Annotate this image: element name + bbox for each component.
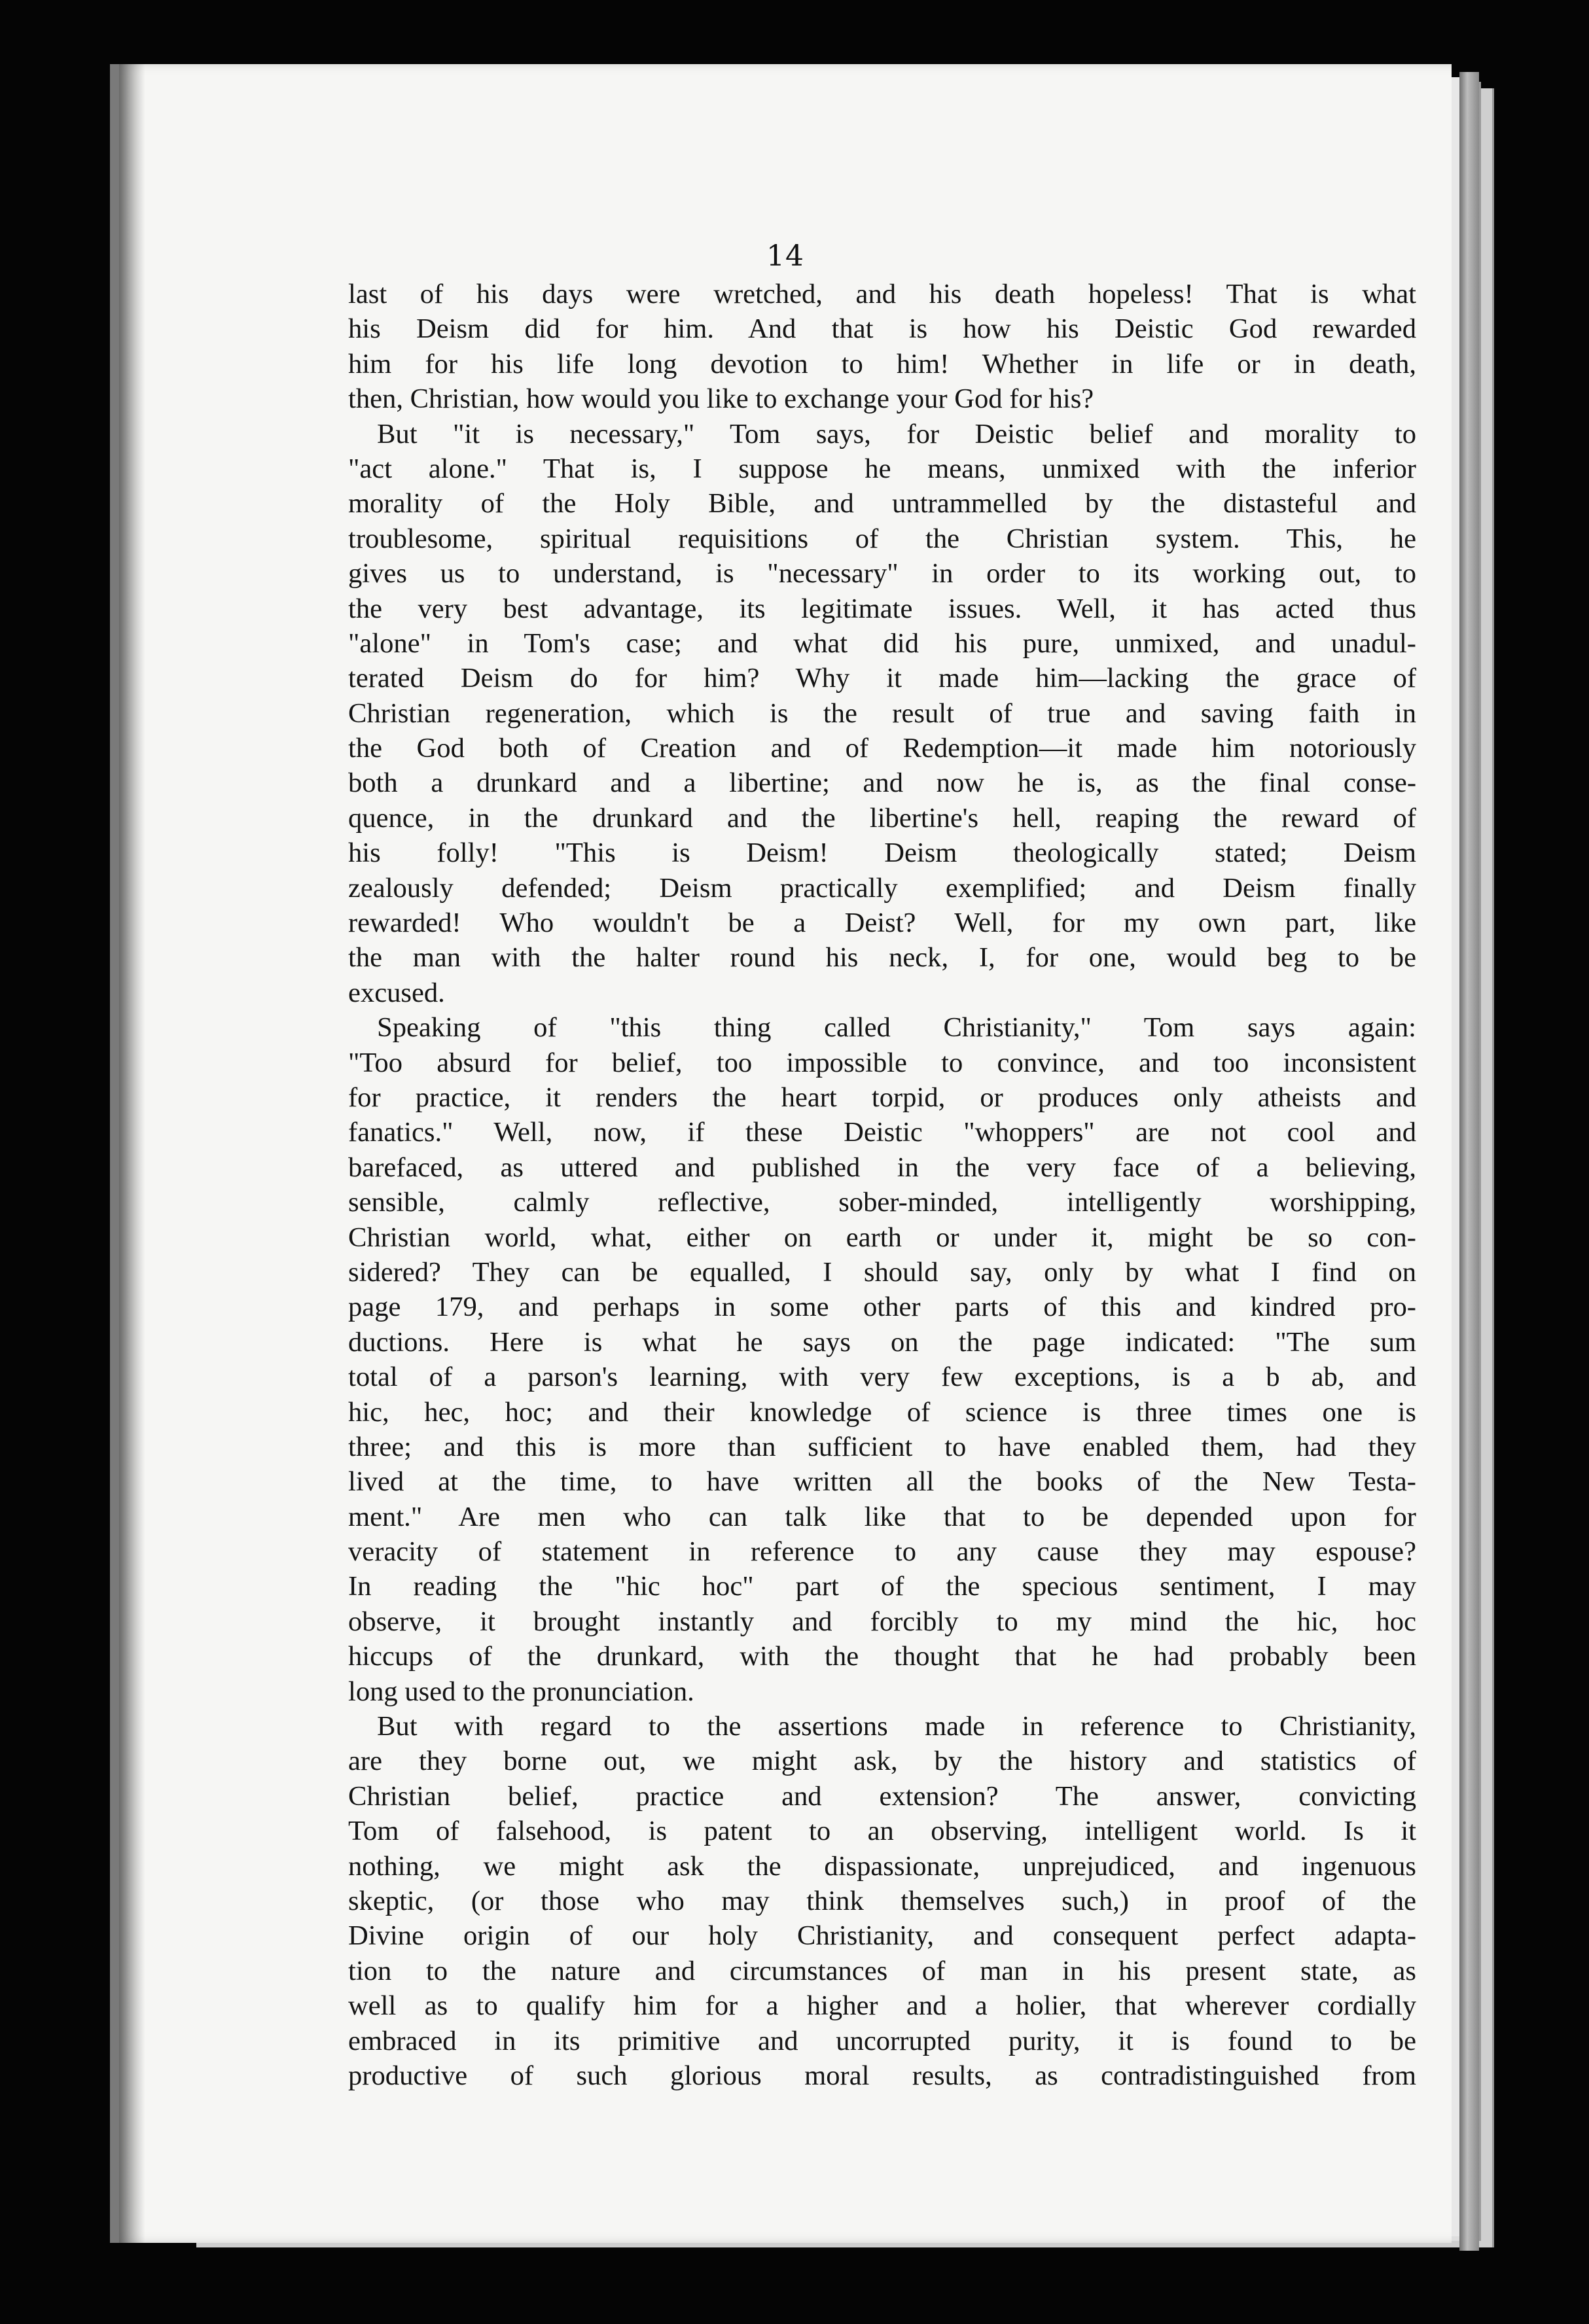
book-fore-edge [1459, 72, 1479, 2251]
text-line: him for his life long devotion to him! Whether in life or in death, [348, 348, 1416, 379]
text-line: In reading the "hic hoc" part of the specious sentiment, I may [348, 1571, 1416, 1602]
text-line: lived at the time, to have written all the books of the New Testa- [348, 1466, 1416, 1498]
text-line: excused. [348, 977, 445, 1008]
book-page [110, 64, 1452, 2243]
text-line: the God both of Creation and of Redemption—it made him notoriously [348, 733, 1416, 764]
text-line: his Deism did for him. And that is how his Deistic God rewarded [348, 313, 1416, 345]
text-line: are they borne out, we might ask, by the history and statistics of [348, 1746, 1416, 1777]
text-line: both a drunkard and a libertine; and now he is, as the final conse- [348, 767, 1416, 799]
text-line: embraced in its primitive and uncorrupted purity, it is found to be [348, 2025, 1416, 2056]
text-line: hic, hec, hoc; and their knowledge of science is three times one is [348, 1396, 1416, 1428]
text-line: well as to qualify him for a higher and a holier, that wherever cordially [348, 1990, 1416, 2022]
text-line: barefaced, as uttered and published in the very face of a believing, [348, 1152, 1416, 1183]
text-line: zealously defended; Deism practically exemplified; and Deism finally [348, 872, 1416, 904]
text-line: the very best advantage, its legitimate issues. Well, it has acted thus [348, 593, 1416, 624]
text-line: hiccups of the drunkard, with the thought that he had probably been [348, 1641, 1416, 1672]
text-line: the man with the halter round his neck, I, for one, would beg to be [348, 942, 1416, 974]
text-line: But "it is necessary," Tom says, for Deistic belief and morality to [377, 418, 1416, 449]
text-line: nothing, we might ask the dispassionate, unprejudiced, and ingenuous [348, 1850, 1416, 1882]
body-text [348, 277, 1416, 2093]
text-line: terated Deism do for him? Why it made him—lacking the grace of [348, 663, 1416, 694]
text-line: Christian world, what, either on earth or under it, might be so con- [348, 1222, 1416, 1253]
text-line: total of a parson's learning, with very few exceptions, is a b ab, and [348, 1362, 1416, 1393]
text-line: tion to the nature and circumstances of man in his present state, as [348, 1955, 1416, 1986]
text-line: ment." Are men who can talk like that to be depended upon for [348, 1501, 1416, 1532]
text-line: Speaking of "this thing called Christianity," Tom says again: [377, 1012, 1416, 1044]
text-line: Christian regeneration, which is the result of true and saving faith in [348, 697, 1416, 729]
text-line: page 179, and perhaps in some other parts of this and kindred pro- [348, 1292, 1416, 1323]
text-line: observe, it brought instantly and forcibly to my mind the hic, hoc [348, 1606, 1416, 1637]
text-line: last of his days were wretched, and his death hopeless! That is what [348, 279, 1416, 309]
text-line: fanatics." Well, now, if these Deistic "whoppers" are not cool and [348, 1117, 1416, 1148]
text-line: "act alone." That is, I suppose he means, unmixed with the inferior [348, 453, 1416, 484]
text-line: gives us to understand, is "necessary" in order to its working out, to [348, 558, 1416, 590]
text-line: for practice, it renders the heart torpid, or produces only atheists and [348, 1082, 1416, 1113]
text-line: troublesome, spiritual requisitions of the Christian system. This, he [348, 523, 1416, 554]
text-line: morality of the Holy Bible, and untrammelled by the distasteful and [348, 488, 1416, 519]
text-line: Christian belief, practice and extension? The answer, convicting [348, 1780, 1416, 1812]
text-line: But with regard to the assertions made in reference to Christianity, [377, 1711, 1416, 1742]
text-line: three; and this is more than sufficient to have enabled them, had they [348, 1431, 1416, 1462]
text-line: "Too absurd for belief, too impossible to convince, and too inconsistent [348, 1047, 1416, 1078]
text-line: rewarded! Who wouldn't be a Deist? Well, for my own part, like [348, 907, 1416, 939]
text-line: ductions. Here is what he says on the page indicated: "The sum [348, 1326, 1416, 1358]
text-line: productive of such glorious moral results, as contradistinguished from [348, 2060, 1416, 2091]
text-line: sidered? They can be equalled, I should say, only by what I find on [348, 1256, 1416, 1288]
text-line: long used to the pronunciation. [348, 1676, 694, 1707]
gutter-shadow [119, 64, 145, 2243]
text-line: skeptic, (or those who may think themselves such,) in proof of the [348, 1885, 1416, 1916]
text-line: veracity of statement in reference to any cause they may espouse? [348, 1536, 1416, 1568]
text-line: quence, in the drunkard and the libertine's hell, reaping the reward of [348, 802, 1416, 834]
text-line: sensible, calmly reflective, sober-minded, intelligently worshipping, [348, 1187, 1416, 1218]
text-line: his folly! "This is Deism! Deism theologically stated; Deism [348, 837, 1416, 869]
text-line: Tom of falsehood, is patent to an observing, intelligent world. Is it [348, 1816, 1416, 1847]
text-line: "alone" in Tom's case; and what did his pure, unmixed, and unadul- [348, 627, 1416, 659]
page-number: 14 [766, 239, 804, 273]
text-line: Divine origin of our holy Christianity, and consequent perfect adapta- [348, 1920, 1416, 1952]
text-line: then, Christian, how would you like to exchange your God for his? [348, 383, 1094, 415]
